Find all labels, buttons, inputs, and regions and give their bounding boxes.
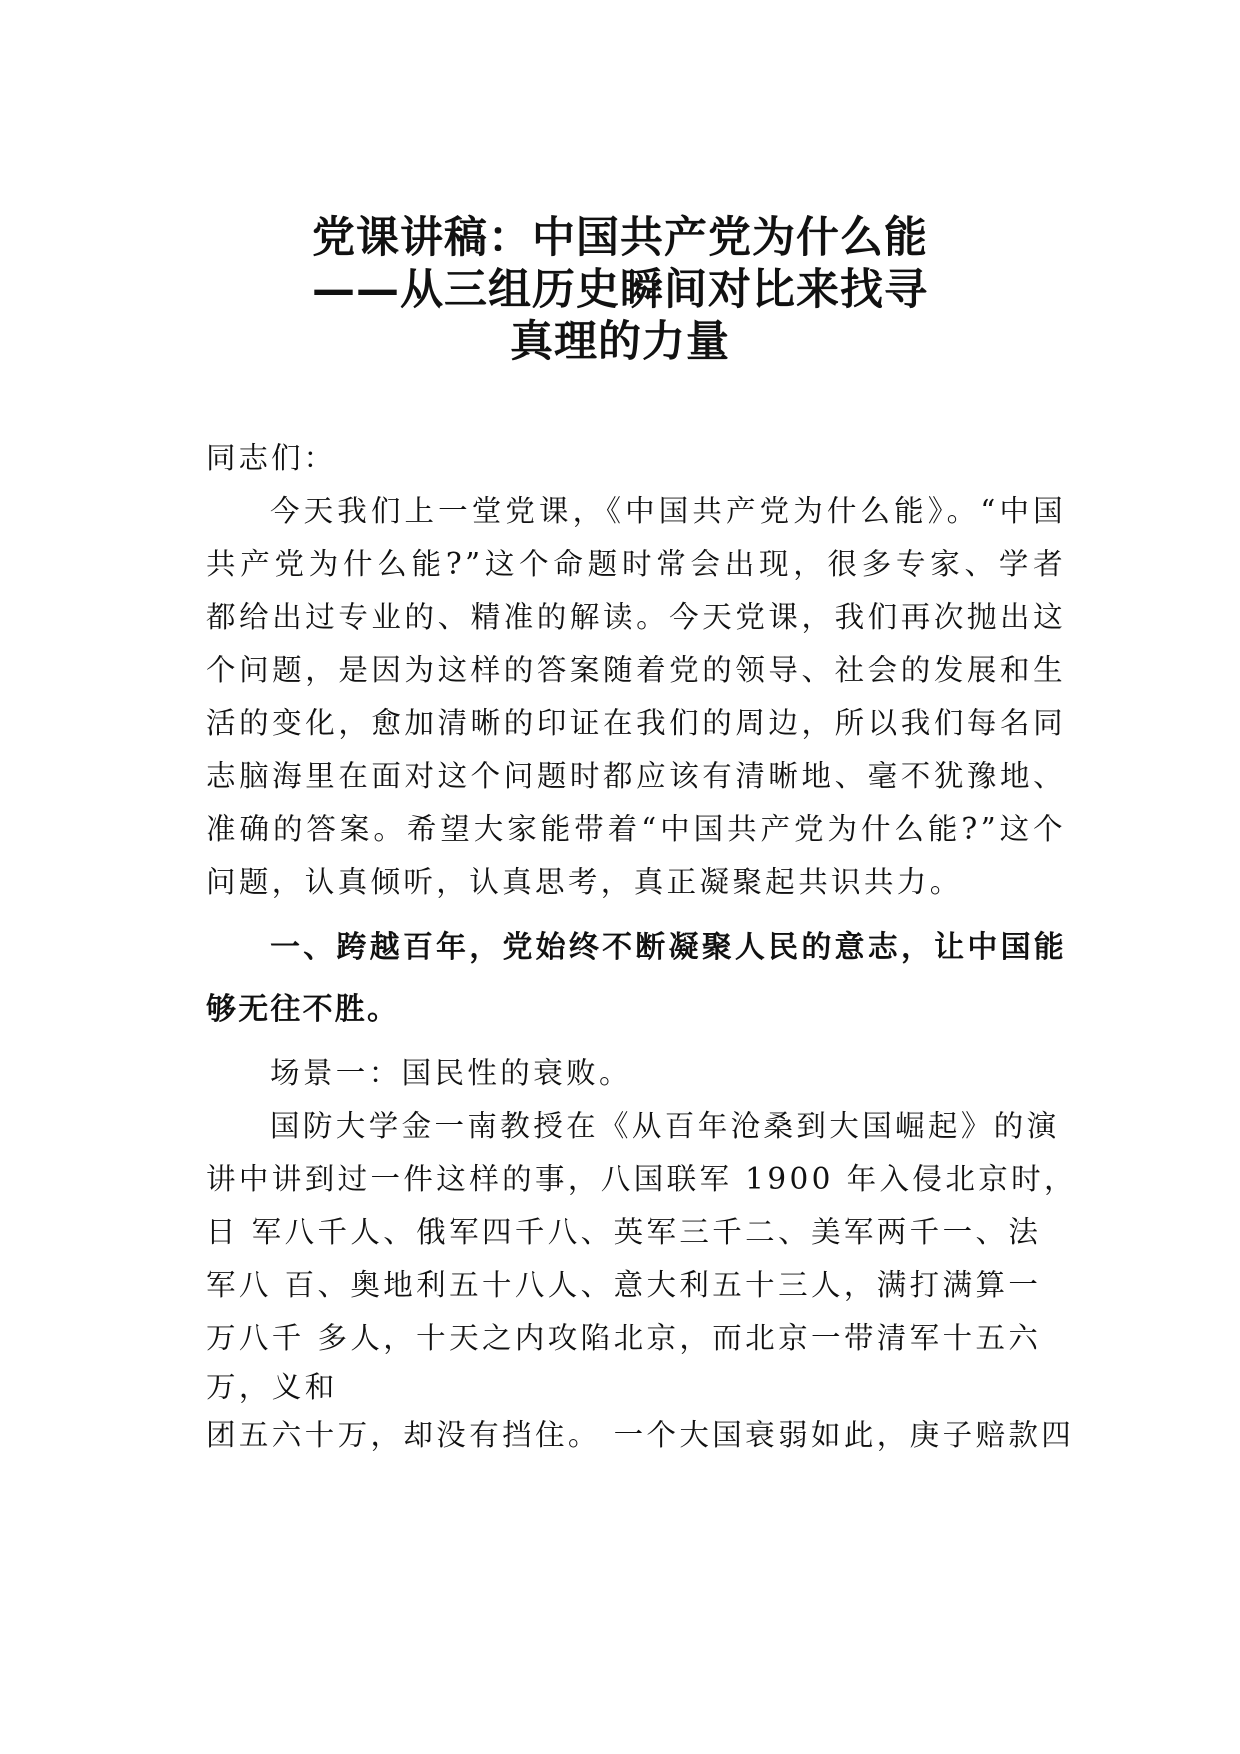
greeting: 同志们： [206, 441, 337, 475]
intro-paragraph: 今天我们上一堂党课，《中国共产党为什么能》。“中国共产党为什么能?”这个命题时常会出现，很多专家、学者都给出过专业的、精准的解读。今天党课，我们再次抛出这个问题，是因为这样的答案随着党的领导、社会的发展和生活的变化，愈加清晰的印证在我们的周边，所以我们每名同志脑海里在面对这个问题时都应该有清晰地、毫不犹豫地、准确的答案。希望大家能带着“中国共产党为什么能?”这个问题，认真倾听，认真思考，真正凝聚起共识共力。 [206, 494, 1066, 899]
scene-label-1: 场景一：国民性的衰败。 [270, 1056, 632, 1090]
title-line-3: 真理的力量 [510, 317, 730, 367]
scene-1-line: 万，义和 [206, 1370, 338, 1404]
scene-1-line: 万八千 多人，十天之内攻陷北京，而北京一带清军十五六 [206, 1321, 1042, 1355]
document-title [200, 212, 1040, 368]
scene-1-line: 讲中讲到过一件这样的事，八国联军 1900 年入侵北京时， [206, 1162, 1077, 1196]
title-line-2: ——从三组历史瞬间对比来找寻 [312, 265, 928, 315]
scene-1-line: 国防大学金一南教授在《从百年沧桑到大国崛起》的演 [270, 1109, 1060, 1143]
scene-1-line: 团五六十万，却没有挡住。 一个大国衰弱如此，庚子赔款四 [206, 1418, 1075, 1452]
scene-1-line: 军八 百、奥地利五十八人、意大利五十三人，满打满算一 [206, 1268, 1042, 1302]
scene-1-line: 日 军八千人、俄军四千八、英军三千二、美军两千一、法 [206, 1215, 1042, 1249]
title-line-1: 党课讲稿：中国共产党为什么能 [312, 213, 928, 263]
document-body [206, 432, 1077, 1462]
section-heading-1: 一、跨越百年，党始终不断凝聚人民的意志，让中国能够无往不胜。 [206, 930, 1066, 1027]
scene-1-paragraph [206, 1100, 1077, 1462]
